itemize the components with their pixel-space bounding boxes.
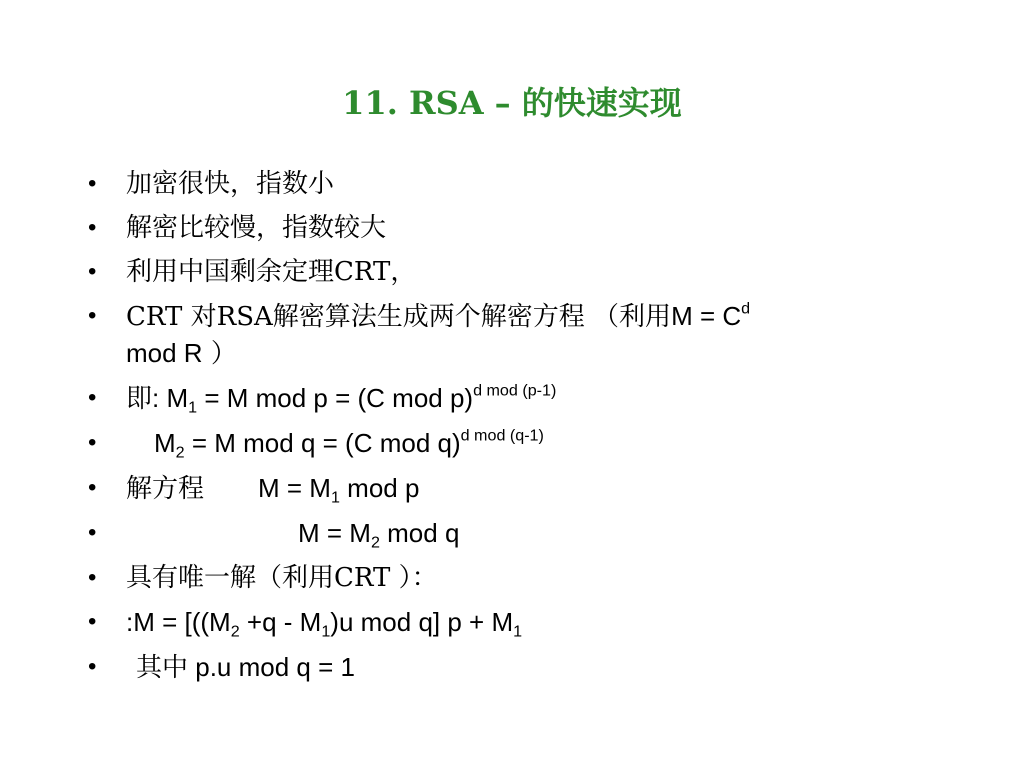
subscript: 1	[513, 622, 523, 641]
bullet-item	[88, 298, 988, 372]
bullet-item	[88, 470, 988, 507]
formula-text: mod R	[126, 338, 203, 368]
bullet-list	[88, 166, 988, 694]
bullet-text: 解密比较慢，指数较大	[126, 213, 387, 243]
bullet-text: 解方程	[126, 474, 205, 504]
bullet-dot: •	[88, 564, 97, 591]
slide-title: 11. RSA – 的快速实现	[342, 84, 682, 122]
bullet-text: 加密很快，指数小	[126, 169, 335, 199]
superscript: d	[741, 299, 751, 318]
formula-text: :M = [((M	[126, 607, 231, 637]
formula-text: )u mod q] p + M	[330, 607, 514, 637]
bullet-item	[88, 604, 988, 641]
superscript: d mod (p-1)	[473, 381, 557, 400]
subscript: 1	[188, 398, 198, 417]
bullet-dot: •	[88, 302, 97, 329]
subscript: 1	[330, 488, 340, 507]
subscript: 2	[175, 443, 185, 462]
bullet-dot: •	[88, 214, 97, 241]
bullet-text: CRT 对RSA解密算法生成两个解密方程 （利用	[126, 302, 672, 332]
formula-text: : M	[152, 383, 189, 413]
formula-text: M = M	[298, 518, 371, 548]
bullet-dot: •	[88, 519, 97, 546]
bullet-dot: •	[88, 384, 97, 411]
bullet-item	[88, 425, 988, 462]
bullet-dot: •	[88, 258, 97, 285]
bullet-item	[88, 254, 988, 290]
formula-text: +q - M	[239, 607, 322, 637]
bullet-dot: •	[88, 653, 97, 680]
formula-text: mod p	[339, 473, 420, 503]
bullet-item	[88, 560, 988, 596]
bullet-text: ）	[210, 339, 237, 369]
bullet-item	[88, 166, 988, 202]
bullet-item	[88, 649, 988, 686]
formula-text: = M mod q = (C mod q)	[184, 428, 461, 458]
subscript: 2	[370, 533, 380, 552]
subscript: 1	[321, 622, 331, 641]
bullet-item	[88, 210, 988, 246]
bullet-item	[88, 515, 988, 552]
bullet-item	[88, 380, 988, 417]
bullet-dot: •	[88, 170, 97, 197]
formula-text: M = M	[258, 473, 331, 503]
formula-text: p.u mod q = 1	[188, 652, 355, 682]
bullet-text: 其中	[136, 653, 189, 683]
formula-text: M	[154, 428, 176, 458]
bullet-dot: •	[88, 474, 97, 501]
formula-text: = M mod p = (C mod p)	[197, 383, 474, 413]
bullet-dot: •	[88, 608, 97, 635]
bullet-text: 即	[126, 384, 153, 414]
bullet-text: 利用中国剩余定理CRT，	[126, 257, 417, 287]
bullet-text: 具有唯一解（利用CRT ）：	[126, 563, 438, 593]
subscript: 2	[230, 622, 240, 641]
bullet-dot: •	[88, 429, 97, 456]
formula-text: M = C	[671, 301, 742, 331]
superscript: d mod (q-1)	[460, 426, 544, 445]
formula-text: mod q	[379, 518, 460, 548]
